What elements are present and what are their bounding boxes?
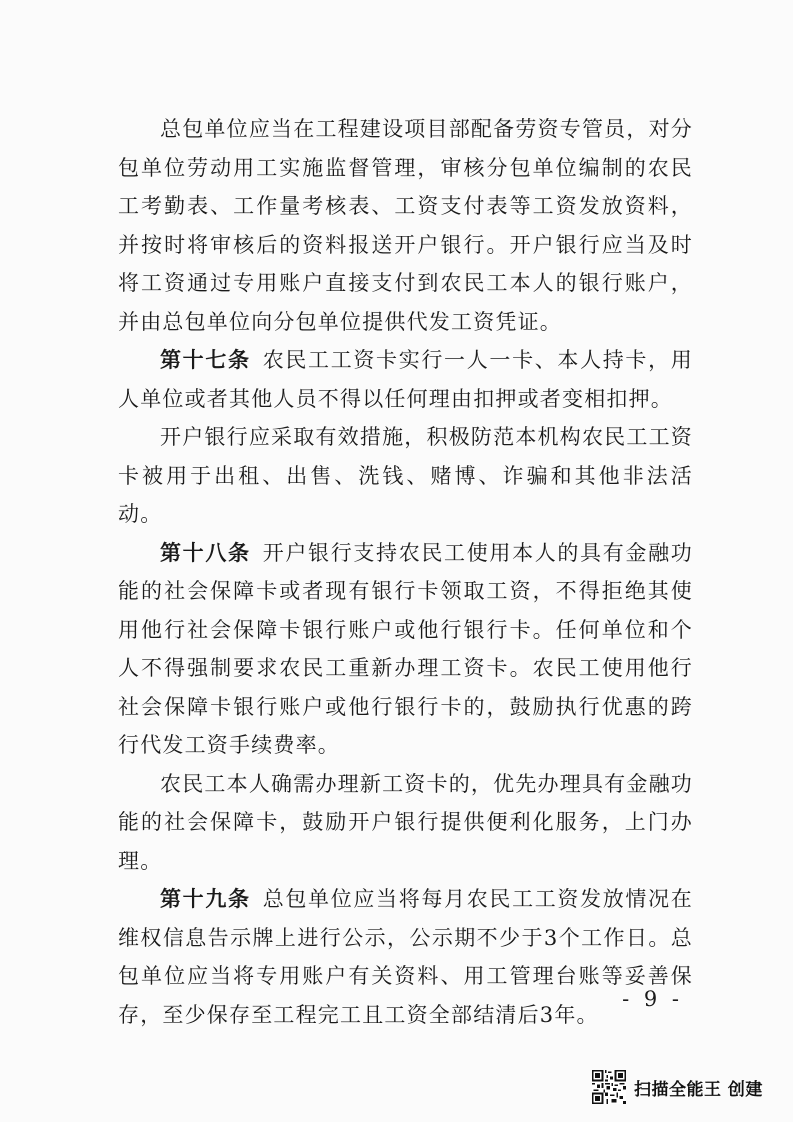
watermark-text: 扫描全能王 创建	[634, 1079, 763, 1100]
scanner-watermark	[592, 1068, 763, 1106]
paragraph-text: 总包单位应当在工程建设项目部配备劳资专管员，对分包单位劳动用工实施监督管理，审核分包单位编制的农民工考勤表、工作量考核表、工资支付表等工资发放资料，并按时将审核后的资料报送开户银行。开户银行应当及时将工资通过专用账户直接支付到农民工本人的银行账户，并由总包单位向分包单位提供代发工资凭证。	[118, 117, 693, 334]
paragraph-text: 总包单位应当将每月农民工工资发放情况在维权信息告示牌上进行公示，公示期不少于3个工作日。总包单位应当将专用账户有关资料、用工管理台账等妥善保存，至少保存至工程完工且工资全部结清后3年。	[118, 887, 693, 1027]
page-number: - 9 -	[622, 987, 683, 1011]
paragraph	[118, 765, 693, 881]
paragraph-text: 开户银行应采取有效措施，积极防范本机构农民工工资卡被用于出租、出售、洗钱、赌博、诈骗和其他非法活动。	[118, 425, 693, 526]
qr-code-icon	[592, 1070, 626, 1104]
paragraph	[118, 418, 693, 534]
paragraph	[118, 110, 693, 341]
article-number: 第十八条	[160, 540, 251, 565]
article-number: 第十九条	[160, 887, 251, 911]
paragraph	[118, 880, 693, 1034]
article-number: 第十七条	[160, 348, 251, 372]
paragraph-text: 农民工本人确需办理新工资卡的，优先办理具有金融功能的社会保障卡，鼓励开户银行提供便利化服务，上门办理。	[118, 771, 693, 873]
paragraph	[118, 341, 693, 418]
paragraph-text: 农民工工资卡实行一人一卡、本人持卡，用人单位或者其他人员不得以任何理由扣押或者变相扣押。	[118, 348, 693, 411]
paragraph	[118, 534, 693, 765]
paragraph-text: 开户银行支持农民工使用本人的具有金融功能的社会保障卡或者现有银行卡领取工资，不得拒绝其使用他行社会保障卡银行账户或他行银行卡。任何单位和个人不得强制要求农民工重新办理工资卡。农民工使用他行社会保障卡银行账户或他行银行卡的，鼓励执行优惠的跨行代发工资手续费率。	[118, 540, 693, 757]
document-body	[118, 110, 693, 1034]
